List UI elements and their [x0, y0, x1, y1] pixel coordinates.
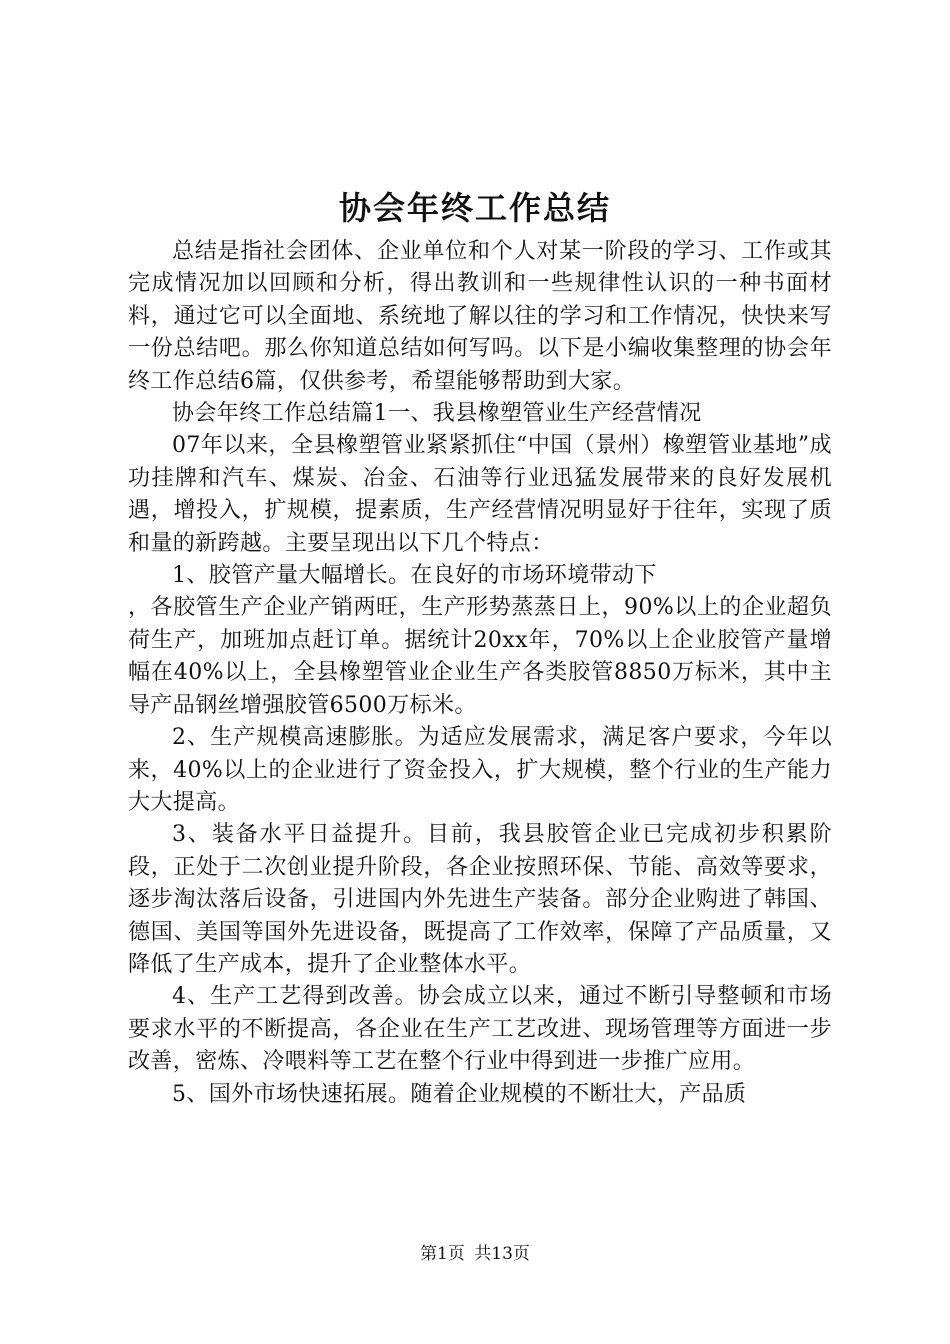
page-total: 共13页	[474, 1244, 530, 1264]
page-number: 第1页	[420, 1244, 465, 1264]
document-body	[128, 236, 832, 1111]
paragraph-point-2: 2、生产规模高速膨胀。为适应发展需求，满足客户要求，今年以来，40%以上的企业进行了资金投入，扩大规模，整个行业的生产能力大大提高。	[128, 725, 832, 815]
document-title: 协会年终工作总结	[338, 189, 611, 227]
paragraph-intro: 总结是指社会团体、企业单位和个人对某一阶段的学习、工作或其完成情况加以回顾和分析，得出教训和一些规律性认识的一种书面材料，通过它可以全面地、系统地了解以往的学习和工作情况，快快来写一份总结吧。那么你知道总结如何写吗。以下是小编收集整理的协会年终工作总结6篇，仅供参考，希望能够帮助到大家。	[128, 239, 832, 394]
page-footer	[0, 1240, 950, 1268]
paragraph-point-1-body: ，各胶管生产企业产销两旺，生产形势蒸蒸日上，90%以上的企业超负荷生产，加班加点赶订单。据统计20xx年，70%以上企业胶管产量增幅在40%以上，全县橡塑管业企业生产各类胶管8850万标米，其中主导产品钢丝增强胶管6500万标米。	[128, 595, 832, 718]
paragraph-point-3: 3、装备水平日益提升。目前，我县胶管企业已完成初步积累阶段，正处于二次创业提升阶段，各企业按照环保、节能、高效等要求，逐步淘汰落后设备，引进国内外先进生产装备。部分企业购进了韩国、德国、美国等国外先进设备，既提高了工作效率，保障了产品质量，又降低了生产成本，提升了企业整体水平。	[128, 822, 832, 977]
paragraph-overview: 07年以来，全县橡塑管业紧紧抓住“中国（景州）橡塑管业基地”成功挂牌和汽车、煤炭、冶金、石油等行业迅猛发展带来的良好发展机遇，增投入，扩规模，提素质，生产经营情况明显好于往年，实现了质和量的新跨越。主要呈现出以下几个特点：	[128, 433, 832, 556]
paragraph-point-1-heading: 1、胶管产量大幅增长。在良好的市场环境带动下	[172, 563, 657, 589]
paragraph-point-5: 5、国外市场快速拓展。随着企业规模的不断壮大，产品质	[172, 1081, 747, 1107]
paragraph-section-heading: 协会年终工作总结篇1一、我县橡塑管业生产经营情况	[172, 401, 702, 427]
paragraph-point-4: 4、生产工艺得到改善。协会成立以来，通过不断引导整顿和市场要求水平的不断提高，各企业在生产工艺改进、现场管理等方面进一步改善，密炼、冷喂料等工艺在整个行业中得到进一步推广应用。	[128, 984, 832, 1075]
